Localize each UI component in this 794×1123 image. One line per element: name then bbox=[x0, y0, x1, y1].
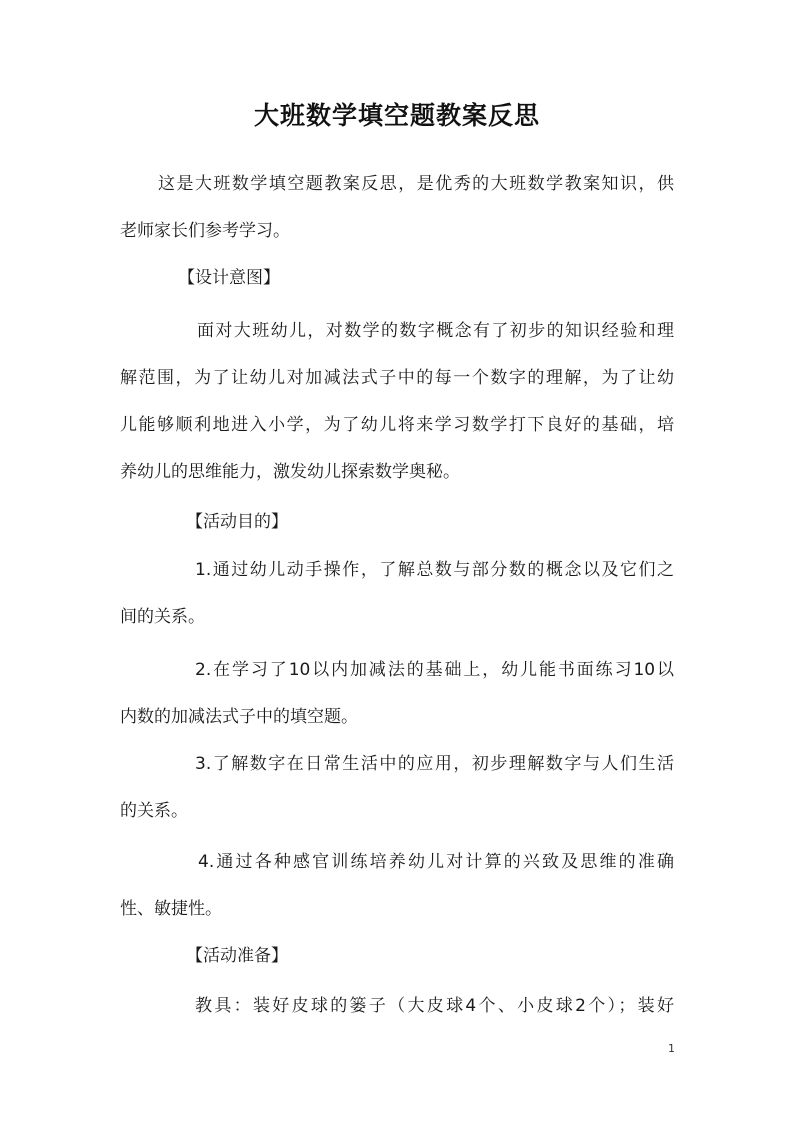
intro-line-2: 老师家长们参考学习。 bbox=[120, 221, 290, 241]
intro-line-1: 这是大班数学填空题教案反思，是优秀的大班数学教案知识，供 bbox=[158, 174, 674, 194]
page-number: 1 bbox=[668, 1042, 675, 1055]
goal-2-line-2: 内数的加减法式子中的填空题。 bbox=[120, 707, 358, 727]
goal-3-line-1: 3.了解数字在日常生活中的应用，初步理解数字与人们生活 bbox=[195, 754, 674, 774]
goal-4-line-1: 4.通过各种感官训练培养幼儿对计算的兴致及思维的准确 bbox=[198, 852, 674, 872]
goal-3-line-2: 的关系。 bbox=[120, 801, 188, 821]
goal-1-line-2: 间的关系。 bbox=[120, 607, 205, 627]
design-intent-line-2: 解范围，为了让幼儿对加减法式子中的每一个数字的理解，为了让幼 bbox=[120, 368, 674, 388]
goal-2-line-1: 2.在学习了10以内加减法的基础上，幼儿能书面练习10以 bbox=[195, 660, 674, 680]
design-intent-line-1: 面对大班幼儿，对数学的数字概念有了初步的知识经验和理 bbox=[197, 321, 674, 341]
document-title: 大班数学填空题教案反思 bbox=[253, 101, 540, 130]
section-heading-activity-prep: 【活动准备】 bbox=[186, 946, 288, 966]
goal-1-line-1: 1.通过幼儿动手操作，了解总数与部分数的概念以及它们之 bbox=[195, 560, 674, 580]
section-heading-activity-goals: 【活动目的】 bbox=[186, 512, 288, 532]
section-heading-design-intent: 【设计意图】 bbox=[178, 268, 280, 288]
design-intent-line-4: 养幼儿的思维能力，激发幼儿探索数学奥秘。 bbox=[120, 462, 460, 482]
goal-4-line-2: 性、敏捷性。 bbox=[120, 899, 222, 919]
design-intent-line-3: 儿能够顺利地进入小学，为了幼儿将来学习数学打下良好的基础，培 bbox=[120, 415, 674, 435]
prep-line-1: 教具：装好皮球的篓子（大皮球4个、小皮球2个）；装好 bbox=[195, 996, 674, 1016]
